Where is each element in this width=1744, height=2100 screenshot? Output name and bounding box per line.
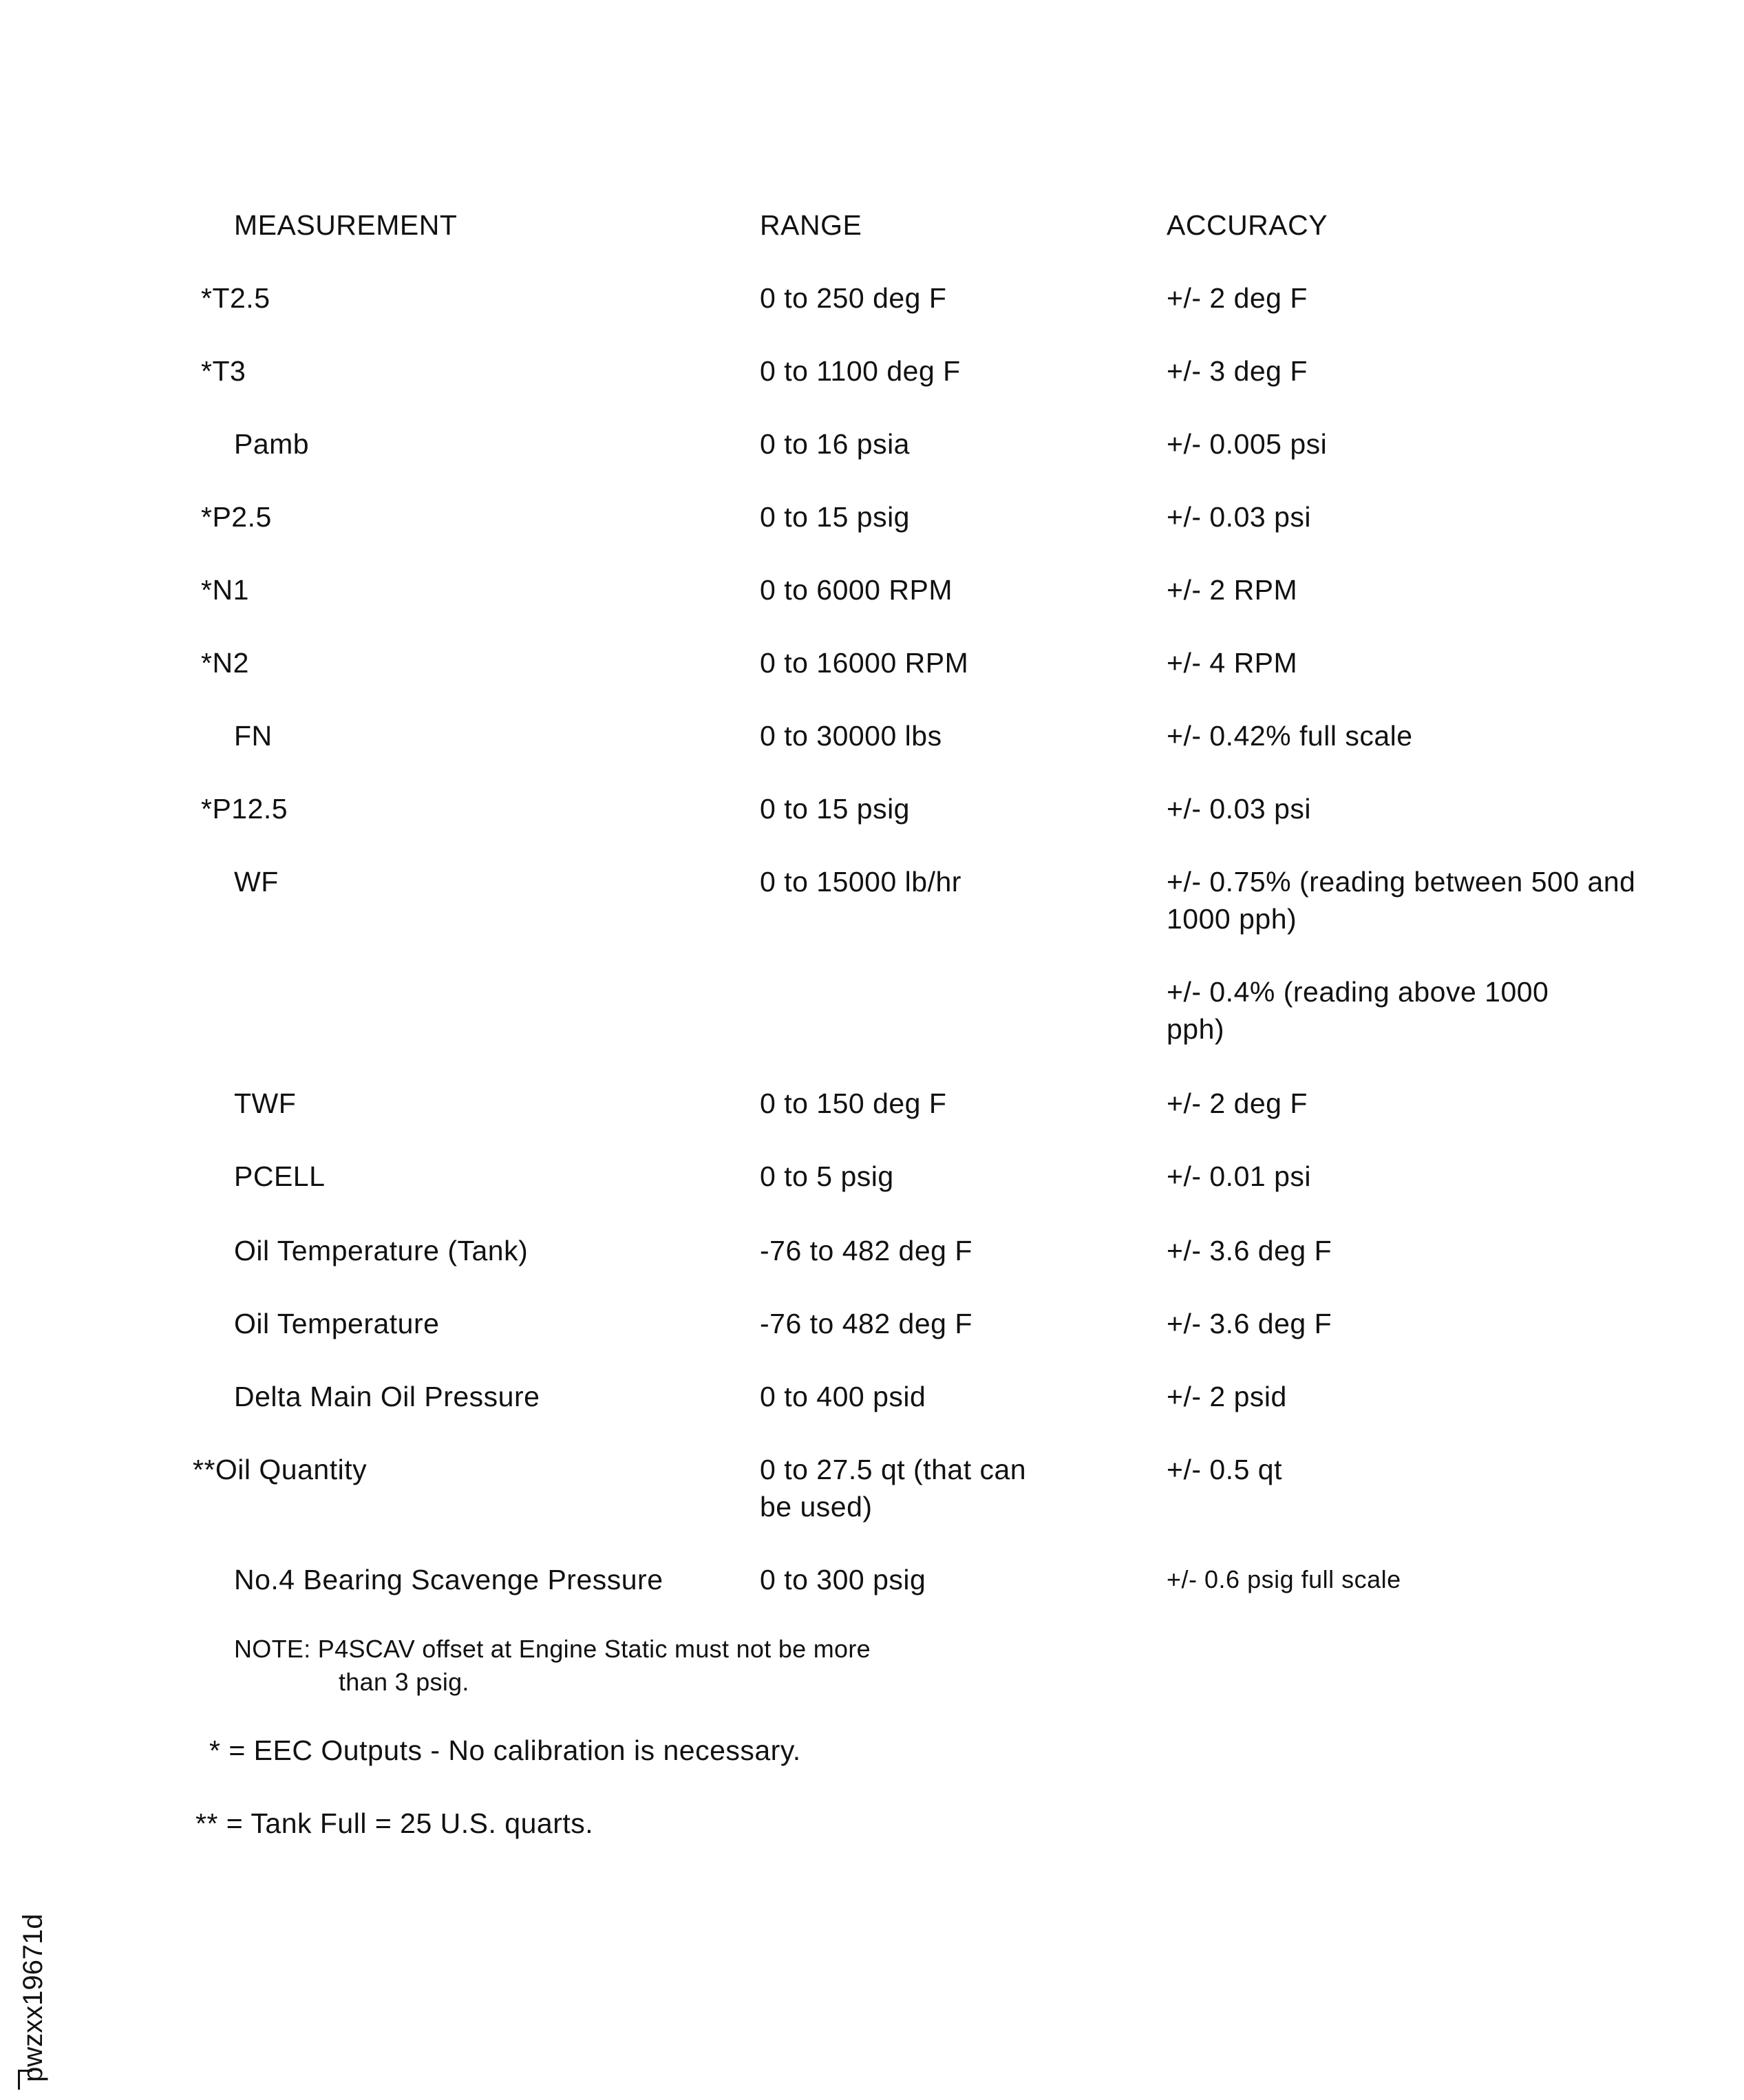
- table-row-accuracy: +/- 2 RPM: [1167, 574, 1298, 606]
- table-row-measurement: Oil Temperature: [234, 1308, 440, 1339]
- table-row-measurement: TWF: [234, 1088, 297, 1119]
- table-row-measurement: *N2: [201, 647, 249, 679]
- table-row-range: 0 to 6000 RPM: [760, 574, 953, 606]
- table-row-measurement: PCELL: [234, 1160, 326, 1192]
- table-row-range: 0 to 16000 RPM: [760, 647, 969, 679]
- table-row-range: -76 to 482 deg F: [760, 1308, 972, 1339]
- header-range: RANGE: [760, 209, 862, 241]
- table-row-range: 0 to 27.5 qt (that can be used): [760, 1454, 1027, 1523]
- table-row-measurement: Oil Temperature (Tank): [234, 1235, 529, 1266]
- table-row-accuracy: +/- 0.5 qt: [1167, 1454, 1282, 1485]
- table-row-measurement: *T3: [201, 355, 246, 387]
- table-row-measurement: Delta Main Oil Pressure: [234, 1381, 540, 1412]
- table-row-measurement: WF: [234, 866, 279, 898]
- table-row-accuracy: +/- 4 RPM: [1167, 647, 1298, 679]
- table-row-range: 0 to 15 psig: [760, 501, 910, 533]
- table-row-accuracy-secondary: +/- 0.4% (reading above 1000 pph): [1167, 976, 1549, 1045]
- table-row-range: 0 to 30000 lbs: [760, 720, 942, 752]
- figure-id-corner-mark: [18, 2070, 32, 2090]
- table-row-accuracy: +/- 2 psid: [1167, 1381, 1287, 1412]
- table-row-accuracy: +/- 0.42% full scale: [1167, 720, 1413, 752]
- table-row-accuracy: +/- 3.6 deg F: [1167, 1308, 1332, 1339]
- table-row-range: 0 to 15 psig: [760, 793, 910, 825]
- table-row-range: 0 to 250 deg F: [760, 282, 947, 314]
- table-row-range: 0 to 150 deg F: [760, 1088, 947, 1119]
- table-row-measurement: *N1: [201, 574, 249, 606]
- table-row-accuracy: +/- 0.005 psi: [1167, 428, 1328, 460]
- header-measurement: MEASUREMENT: [234, 209, 458, 241]
- note: NOTE: P4SCAV offset at Engine Static must not be more than 3 psig.: [234, 1635, 871, 1696]
- table-row-measurement: *P12.5: [201, 793, 288, 825]
- table-row-range: -76 to 482 deg F: [760, 1235, 972, 1266]
- table-row-accuracy: +/- 0.03 psi: [1167, 793, 1311, 825]
- header-accuracy: ACCURACY: [1167, 209, 1328, 241]
- table-row-accuracy: +/- 3.6 deg F: [1167, 1235, 1332, 1266]
- table-row-measurement: No.4 Bearing Scavenge Pressure: [234, 1564, 663, 1595]
- table-row-measurement: FN: [234, 720, 273, 752]
- table-row-range: 0 to 400 psid: [760, 1381, 926, 1412]
- footnote-eec-outputs: * = EEC Outputs - No calibration is necessary.: [209, 1735, 801, 1766]
- table-row-range: 0 to 16 psia: [760, 428, 910, 460]
- table-row-measurement: Pamb: [234, 428, 310, 460]
- footnote-tank-full: ** = Tank Full = 25 U.S. quarts.: [195, 1807, 594, 1839]
- table-row-accuracy: +/- 0.01 psi: [1167, 1160, 1311, 1192]
- table-row-accuracy: +/- 0.6 psig full scale: [1167, 1565, 1401, 1593]
- table-row-accuracy: +/- 2 deg F: [1167, 282, 1308, 314]
- figure-id-text: pwzxx19671d: [18, 1913, 48, 2082]
- table-row-accuracy: +/- 0.03 psi: [1167, 501, 1311, 533]
- table-row-measurement: *T2.5: [201, 282, 270, 314]
- table-row-accuracy: +/- 2 deg F: [1167, 1088, 1308, 1119]
- table-row-accuracy: +/- 3 deg F: [1167, 355, 1308, 387]
- table-row-range: 0 to 300 psig: [760, 1564, 926, 1595]
- table-row-accuracy: +/- 0.75% (reading between 500 and 1000 pph): [1167, 866, 1636, 935]
- table-row-range: 0 to 5 psig: [760, 1160, 894, 1192]
- table-row-measurement: *P2.5: [201, 501, 272, 533]
- table-row-range: 0 to 1100 deg F: [760, 355, 961, 387]
- figure-id: [10, 1889, 58, 2089]
- table-row-measurement: **Oil Quantity: [193, 1454, 368, 1485]
- table-row-range: 0 to 15000 lb/hr: [760, 866, 961, 898]
